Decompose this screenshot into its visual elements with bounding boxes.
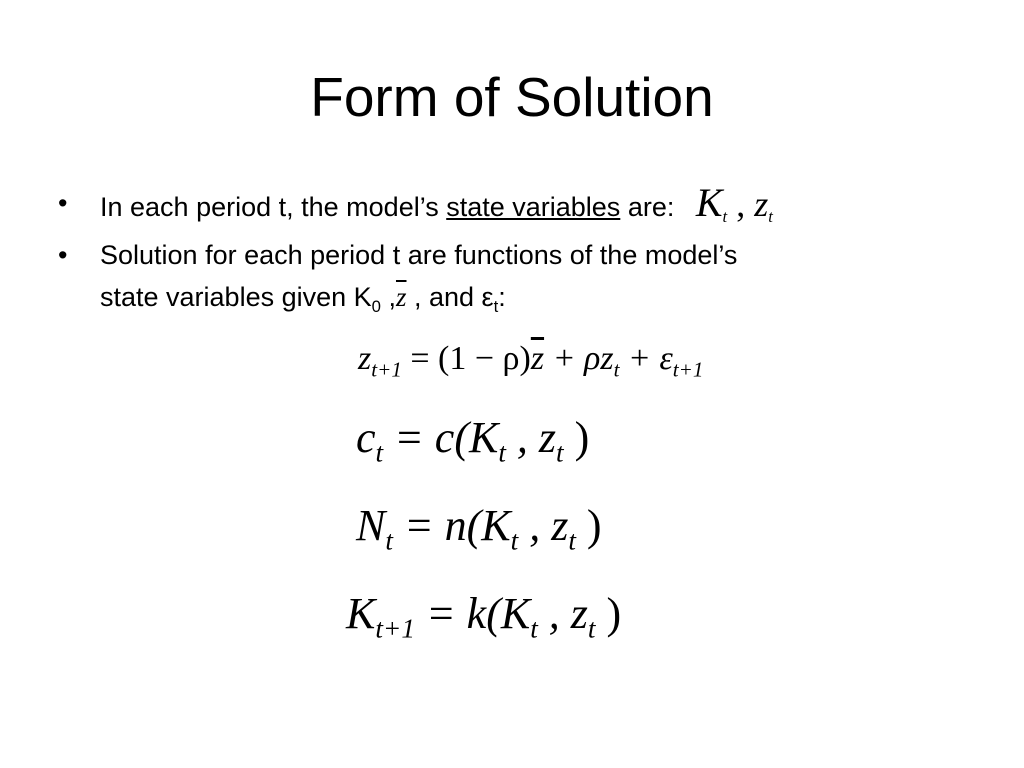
eq2-rhs-b: , z — [505, 413, 557, 462]
eq4-rhs-a: = k(K — [414, 589, 531, 638]
eq2-lhs-subscript: t — [375, 437, 384, 468]
eq4-rhs-b-subscript: t — [587, 613, 596, 644]
eq2-close: ) — [563, 413, 590, 462]
eq4-lhs: K — [346, 589, 376, 638]
eq2-rhs-a-subscript: t — [498, 437, 506, 468]
shock-symbol: z — [754, 184, 769, 224]
bullet-text: In each period t, the model’s — [100, 192, 447, 222]
bullet-item-solution — [58, 234, 998, 318]
eq3-lhs: N — [356, 501, 386, 550]
eq1-lhs: z — [358, 340, 372, 377]
capital-subscript: t — [722, 206, 728, 226]
eq1-rhs-c: + ε — [619, 340, 673, 377]
bullet-marker: • — [58, 188, 68, 218]
colon: : — [498, 282, 506, 312]
comma: , — [380, 282, 396, 312]
given-text: state variables given K — [100, 282, 372, 312]
eq4-rhs-a-subscript: t — [530, 613, 538, 644]
equation-capital — [346, 588, 622, 644]
equation-labor — [356, 500, 602, 556]
eq1-rhs-c-subscript: t+1 — [672, 357, 704, 382]
eq4-close: ) — [595, 589, 622, 638]
state-variables-term: state variables — [446, 192, 621, 222]
eq3-rhs-a-subscript: t — [510, 525, 519, 556]
eq1-rhs-b: + ρz — [544, 340, 614, 377]
eq3-lhs-subscript: t — [385, 525, 393, 556]
bullet-list — [58, 182, 998, 318]
eq1-lhs-subscript: t+1 — [371, 357, 402, 382]
eq3-rhs-b-subscript: t — [568, 525, 576, 556]
eq3-rhs-a: = n(K — [392, 501, 511, 550]
eq4-lhs-subscript: t+1 — [375, 613, 415, 644]
eq3-rhs-b: , z — [518, 501, 569, 550]
eq1-rhs-b-subscript: t — [613, 357, 620, 382]
equation-shock-process — [358, 340, 704, 382]
bullet-marker: • — [58, 240, 68, 270]
eq2-rhs-b-subscript: t — [556, 437, 564, 468]
zbar-symbol: $\overline{z}$ — [395, 282, 407, 312]
bullet-text-line2 — [100, 276, 998, 318]
bullet-item-state-variables — [58, 182, 998, 228]
shock-subscript: t — [768, 206, 773, 226]
k0-subscript: 0 — [371, 296, 381, 316]
eq2-rhs-a: = c(K — [383, 413, 499, 462]
eq2-lhs: c — [356, 413, 376, 462]
capital-symbol: K — [695, 180, 723, 225]
bullet-text-line1: Solution for each period t are functions of the model’s — [100, 240, 738, 270]
slide-title: Form of Solution — [310, 66, 714, 128]
eq1-zbar: $\overline{z}$ — [530, 340, 545, 377]
bullet-text-suffix: are: — [620, 192, 675, 222]
eq3-close: ) — [575, 501, 602, 550]
eq1-rhs-a: = (1 − ρ) — [401, 340, 531, 377]
epsilon-subscript: t — [493, 296, 499, 316]
equation-consumption — [356, 412, 590, 468]
eq4-rhs-b: , z — [537, 589, 588, 638]
state-variables-math — [695, 180, 773, 226]
separator: , — [727, 184, 755, 224]
and-epsilon-text: , and ε — [406, 282, 494, 312]
